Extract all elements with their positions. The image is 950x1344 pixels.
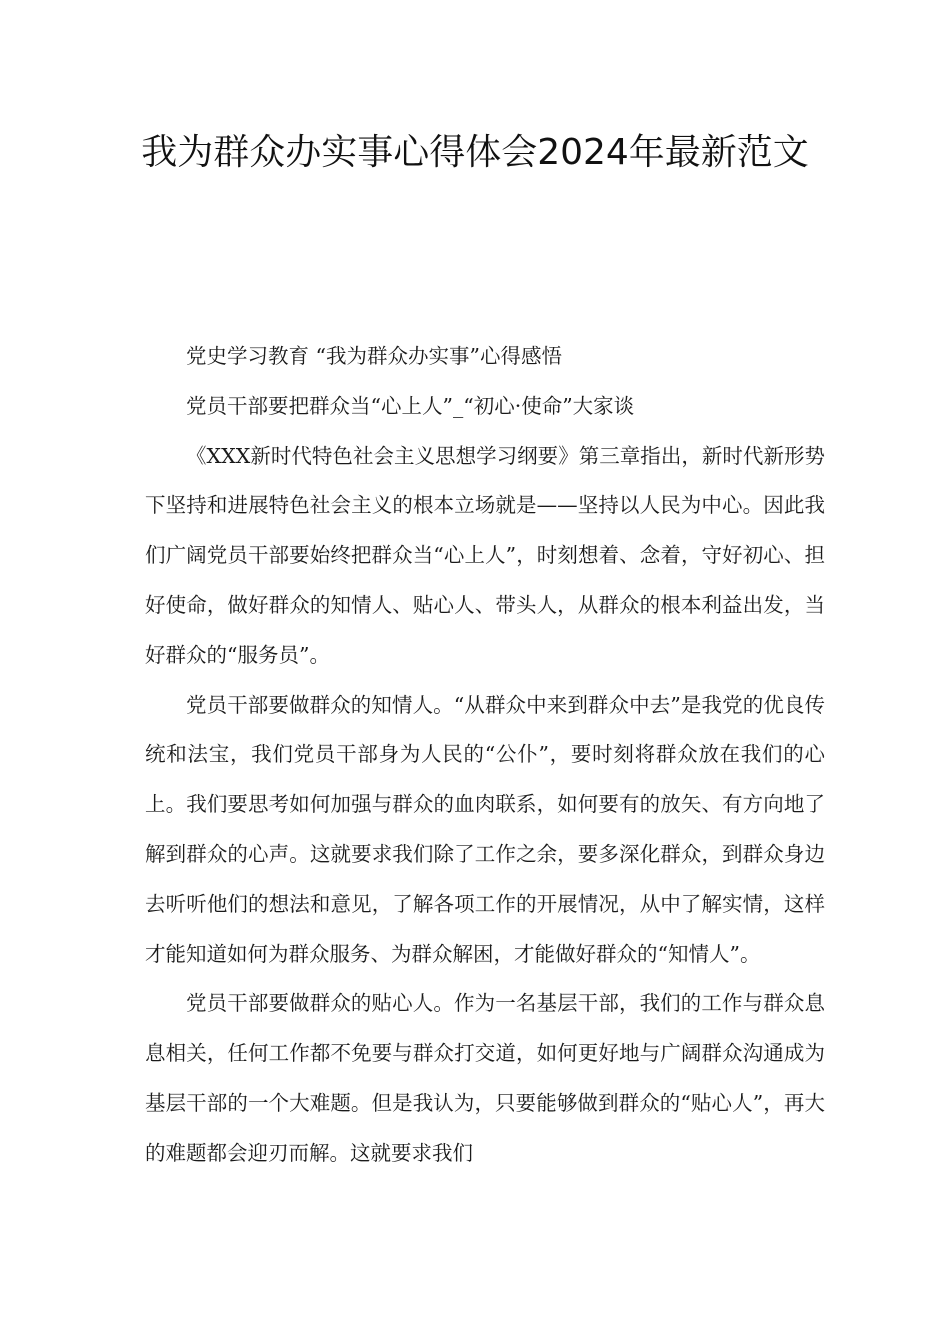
paragraph-3: 《XXX新时代特色社会主义思想学习纲要》第三章指出，新时代新形势下坚持和进展特色社会主义的根本立场就是——坚持以人民为中心。因此我们广阔党员干部要始终把群众当“心上人”，时刻想着、念着，守好初心、担好使命，做好群众的知情人、贴心人、带头人，从群众的根本利益出发，当好群众的“服务员”。: [145, 443, 825, 667]
paragraph-5: 党员干部要做群众的贴心人。作为一名基层干部，我们的工作与群众息息相关，任何工作都不免要与群众打交道，如何更好地与广阔群众沟通成为基层干部的一个大难题。但是我认为，只要能够做到群众的“贴心人”，再大的难题都会迎刃而解。这就要求我们: [145, 991, 825, 1165]
document-title: 我为群众办实事心得体会2024年最新范文: [141, 132, 809, 173]
paragraph-1: 党史学习教育 “我为群众办实事”心得感悟: [186, 344, 562, 368]
paragraph-4: 党员干部要做群众的知情人。“从群众中来到群众中去”是我党的优良传统和法宝，我们党员干部身为人民的“公仆”，要时刻将群众放在我们的心上。我们要思考如何加强与群众的血肉联系，如何要有的放矢、有方向地了解到群众的心声。这就要求我们除了工作之余，要多深化群众，到群众身边去听听他们的想法和意见，了解各项工作的开展情况，从中了解实情，这样才能知道如何为群众服务、为群众解困，才能做好群众的“知情人”。: [145, 692, 825, 966]
paragraph-2: 党员干部要把群众当“心上人”_“初心·使命”大家谈: [186, 393, 635, 418]
document-body: [145, 332, 825, 1179]
